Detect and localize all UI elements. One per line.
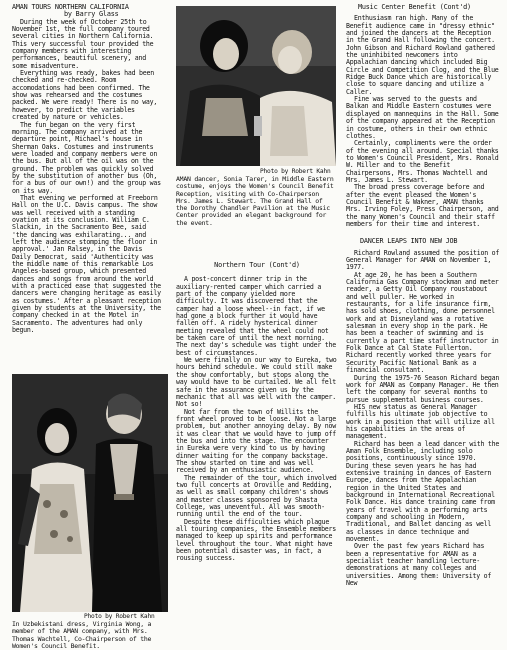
photo-caption-top: AMAN dancer, Sonia Tarer, in Middle Eastern costume, enjoys the Women's Council Benefit Reception, visiting with Co-Chairperson Mrs. James L. Stewart. The Grand Hall of the Dorothy Chandler Pavilion at the Music Center provided an elegant background for the event. (176, 175, 334, 227)
paragraph: Over the past few years Richard has been a representative for AMAN as a specialist teacher handling lecture-demonstrations at many colleges and universities. Among them: University of New (346, 542, 492, 588)
photo-image (12, 374, 168, 612)
photo-image (176, 6, 336, 166)
article-heading-music-center: Music Center Benefit (Cont'd) (358, 3, 471, 11)
article-heading-northern-tour: Northern Tour (Cont'd) (214, 261, 300, 269)
middle-column (176, 262, 338, 563)
article-heading-dancer-leaps: DANCER LEAPS INTO NEW JOB (360, 237, 458, 246)
paragraph: Richard Rowland assumed the position of General Manager for AMAN on November 1, 1977. (346, 248, 500, 272)
article-heading-aman-tours: AMAN TOURS NORTHERN CALIFORNIA (12, 3, 129, 11)
paragraph: The broad press coverage before and after the event pleased the Women's Council Benefit & Wakner, AMAN thanks Mrs. Irving Foley, Press Chairperson, and the many Women's Council and their staff members for their time and interest. (346, 183, 499, 228)
photo-credit-top: Photo by Robert Kahn (260, 168, 331, 175)
paragraph: HIS new status as General Manager fulfills his ultimate job objective to work in a position that will utilize all his capabilities in the areas of management. (346, 402, 495, 441)
paragraph: Richard has been a lead dancer with the Aman Folk Ensemble, including solo positions, continuously since 1970. During these seven years he has had extensive training in dances of Eastern Europe, dances from the Appalachian region in the United States and background in International Recreational Folk Dance. His dance training came from years of travel with a performing arts company and schooling in Modern, Traditional, and Ballet dancing as well as classes in dance technique and movement. (346, 439, 500, 544)
paragraph: Everything was ready, bakes had been checked and re-checked. Room accomodations had been confirmed. The show was rehearsed and the costumes packed. We were ready! There is no way, however, to predict the variables created by nature or vehicles. (12, 69, 158, 122)
paragraph: Enthusiasm ran high. Many of the Benefit audience came in "dressy ethnic" and joined the dancers at the Reception in the Grand Hall following the concert. John Gibson and Richard Rowland gathered the uninhibited newcomers into Appalachian dancing which included Big Circle and Competition Clog, and the Blue Ridge Buck Dance which are historically close to square dancing and utilize a Caller. (346, 14, 499, 96)
left-column (12, 4, 162, 334)
paragraph: Fine was served to the guests and Balkan and Middle Eastern costumes were displayed on mannequins in the Hall. Some of the company appeared at the Reception in costume, others in their own ethnic clothes. (346, 95, 499, 140)
photo-virginia-wong (12, 374, 168, 612)
paragraph: Certainly, compliments were the order of the evening all around. Special thanks to Women's Council President, Mrs. Ronald W. Miller and to the Benefit Chairpersons, Mrs. Thomas Wachtell and Mrs. James L. Stewart. (346, 139, 499, 184)
paragraph: A post-concert dinner trip in the auxiliary-rented camper which carried a part of the company yielded more difficulty. It was discovered that the camper had a loose wheel--in fact, if we had gone a block further it would have fallen off. A ridely hysterical dinner meeting revealed that the wheel could not be taken care of until the next morning. The next day's schedule was tight under the best of circumstances. (176, 275, 336, 357)
paragraph: Despite these difficulties which plague all touring companies, the Ensemble members managed to keep up spirits and performance level throughout the tour. What might have been potential disaster was, in fact, a rousing success. (176, 517, 336, 563)
right-column (346, 4, 502, 587)
photo-caption: In Uzbekistani dress, Virginia Wong, a member of the AMAN company, with Mrs. Thomas Wachtell, Co-Chairperson of the Women's Council Benefit. (12, 620, 152, 650)
paragraph: At age 20, he has been a Southern California Gas Company stockman and meter reader, a Getty Oil Company roustabout and well puller. He worked in restaurants, for a life insurance firm, has sold shoes, clothing, done personnel work and at Disneyland was a rotative salesman in every shop in the park. He has been a teacher of swimming and is currently a part time staff instructor in Folk Dance at Cal State Fullerton. Richard recently worked three years for Security Pacific National Bank as a financial consultant. (346, 270, 499, 375)
paragraph: The fun began on the very first morning. The company arrived at the departure point, Michael's house in Sherman Oaks. Costumes and instruments were loaded and company members were on the bus. But all of the oil was on the ground. The problem was quickly solved by the substitution of another bus (Oh, for a bus of our own!) and the group was on its way. (12, 120, 161, 195)
paragraph: That evening we performed at Freeborn Hall on the U.C. Davis campus. The show was well received with a standing ovation at its conclusion. William C. Slackin, in the Sacramento Bee, said 'the dancing was exhilarating... and left the audience stomping the floor in approval.' Jan Ralsey, in the Davis Daily Democrat, said 'Authenticity was the middle name of this remarkable Los Angeles-based group, which presented dances and songs from around the world with a practiced ease that suggested the dancers were changing heritage as easily as costumes.' After a pleasant reception given by students at the University, the company checked in at the Motel in Sacramento. The adventures had only begun. (12, 193, 161, 335)
photo-reception (176, 6, 336, 166)
paragraph: The remainder of the tour, which involved two full concerts at Oroville and Redding, as well as small company children's shows and master classes sponsored by Shasta College, was uneventful. All was smooth-running until the end of the tour. (176, 473, 337, 519)
paragraph: During the 1975-76 Season Richard began work for AMAN as Company Manager. He then left the company for several months to pursue supplemental business courses. (346, 373, 500, 404)
paragraph: We were finally on our way to Eureka, two hours behind schedule. We could still make the show comfortably, but stops along the way would have to be curtailed. We all felt safe in the assurance given us by the mechanic that all was well with the camper. Not so! (176, 356, 337, 409)
byline: by Barry Glass (64, 10, 119, 19)
paragraph: Not far from the town of Willits the front wheel proved to be loose. Not a large problem, but another annoying delay. By now it was clear that we would have to jump off the bus and into the stage. The encounter in Eureka were very kind to us by having dinner waiting for the company backstage. The show started on time and was well received by an enthusiastic audience. (176, 407, 336, 475)
photo-credit: Photo by Robert Kahn (84, 613, 155, 620)
paragraph: During the week of October 25th to November 1st, the full company toured several cities in Northern California. This very successful tour provided the company members with interesting performances, beautiful scenery, and some misadventure. (12, 17, 154, 70)
